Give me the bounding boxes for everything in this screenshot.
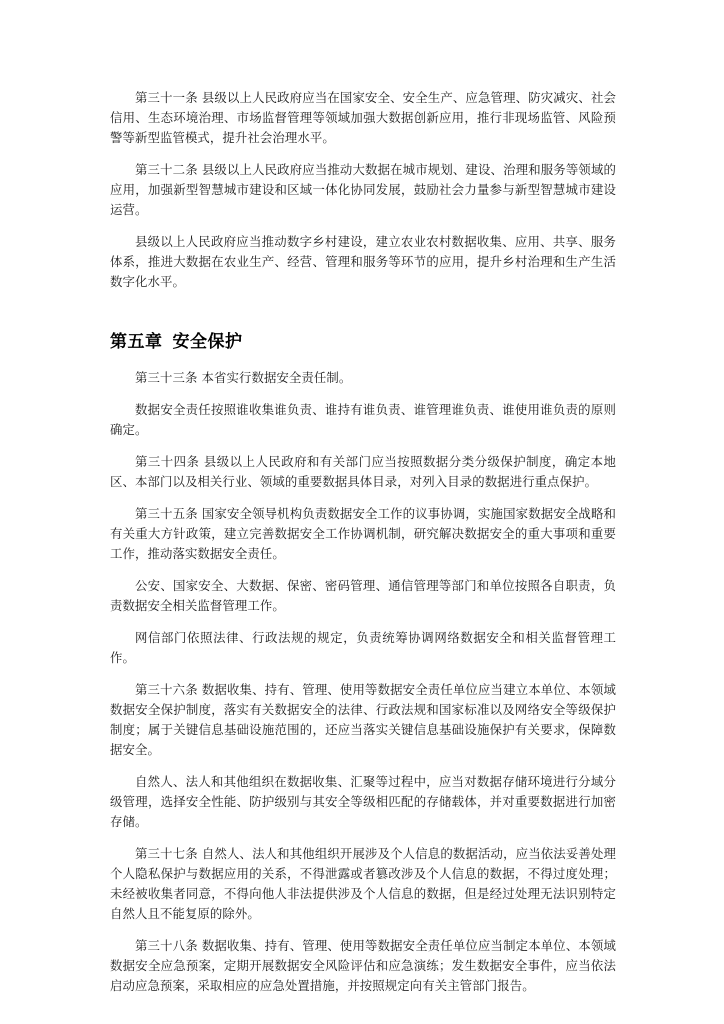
article-35-paragraph: 第三十五条 国家安全领导机构负责数据安全工作的议事协调，实施国家数据安全战略和有关重大方针政策，建立完善数据安全工作协调机制，研究解决数据安全的重大事项和重要工作，推动落实数据安全责任。	[110, 506, 616, 561]
responsibility-principle-paragraph: 数据安全责任按照谁收集谁负责、谁持有谁负责、谁管理谁负责、谁使用谁负责的原则确定。	[110, 402, 616, 437]
article-36-paragraph: 第三十六条 数据收集、持有、管理、使用等数据安全责任单位应当建立本单位、本领域数据安全保护制度，落实有关数据安全的法律、行政法规和国家标准以及网络安全等级保护制度；属于关键信息基础设施范围的，还应当落实关键信息基础设施保护有关要求，保障数据安全。	[110, 682, 616, 757]
departments-duty-paragraph: 公安、国家安全、大数据、保密、密码管理、通信管理等部门和单位按照各自职责，负责数据安全相关监督管理工作。	[110, 578, 616, 613]
article-31-paragraph: 第三十一条 县级以上人民政府应当在国家安全、安全生产、应急管理、防灾减灾、社会信用、生态环境治理、市场监督管理等领域加强大数据创新应用，推行非现场监管、风险预警等新型监管模式，提升社会治理水平。	[110, 90, 616, 145]
article-34-paragraph: 第三十四条 县级以上人民政府和有关部门应当按照数据分类分级保护制度，确定本地区、本部门以及相关行业、领域的重要数据具体目录，对列入目录的数据进行重点保护。	[110, 454, 616, 489]
article-38-paragraph: 第三十八条 数据收集、持有、管理、使用等数据安全责任单位应当制定本单位、本领域数据安全应急预案，定期开展数据安全风险评估和应急演练；发生数据安全事件，应当依法启动应急预案，采取相应的应急处置措施，并按照规定向有关主管部门报告。	[110, 938, 616, 993]
chapter-heading	[110, 330, 616, 354]
chapter-number: 第五章	[110, 332, 163, 352]
document-body	[110, 88, 616, 1008]
article-32-paragraph: 第三十二条 县级以上人民政府应当推动大数据在城市规划、建设、治理和服务等领域的应用，加强新型智慧城市建设和区域一体化协同发展，鼓励社会力量参与新型智慧城市建设运营。	[110, 162, 616, 217]
chapter-title-text: 安全保护	[172, 332, 243, 352]
cyberspace-dept-paragraph: 网信部门依照法律、行政法规的规定，负责统筹协调网络数据安全和相关监督管理工作。	[110, 630, 616, 665]
storage-management-paragraph: 自然人、法人和其他组织在数据收集、汇聚等过程中，应当对数据存储环境进行分域分级管理，选择安全性能、防护级别与其安全等级相匹配的存储载体，并对重要数据进行加密存储。	[110, 774, 616, 829]
digital-village-paragraph: 县级以上人民政府应当推动数字乡村建设，建立农业农村数据收集、应用、共享、服务体系，推进大数据在农业生产、经营、管理和服务等环节的应用，提升乡村治理和生产生活数字化水平。	[110, 234, 616, 289]
article-37-paragraph: 第三十七条 自然人、法人和其他组织开展涉及个人信息的数据活动，应当依法妥善处理个人隐私保护与数据应用的关系，不得泄露或者篡改涉及个人信息的数据，不得过度处理；未经被收集者同意，不得向他人非法提供涉及个人信息的数据，但是经过处理无法识别特定自然人且不能复原的除外。	[110, 846, 616, 921]
article-33-paragraph: 第三十三条 本省实行数据安全责任制。	[135, 370, 352, 385]
